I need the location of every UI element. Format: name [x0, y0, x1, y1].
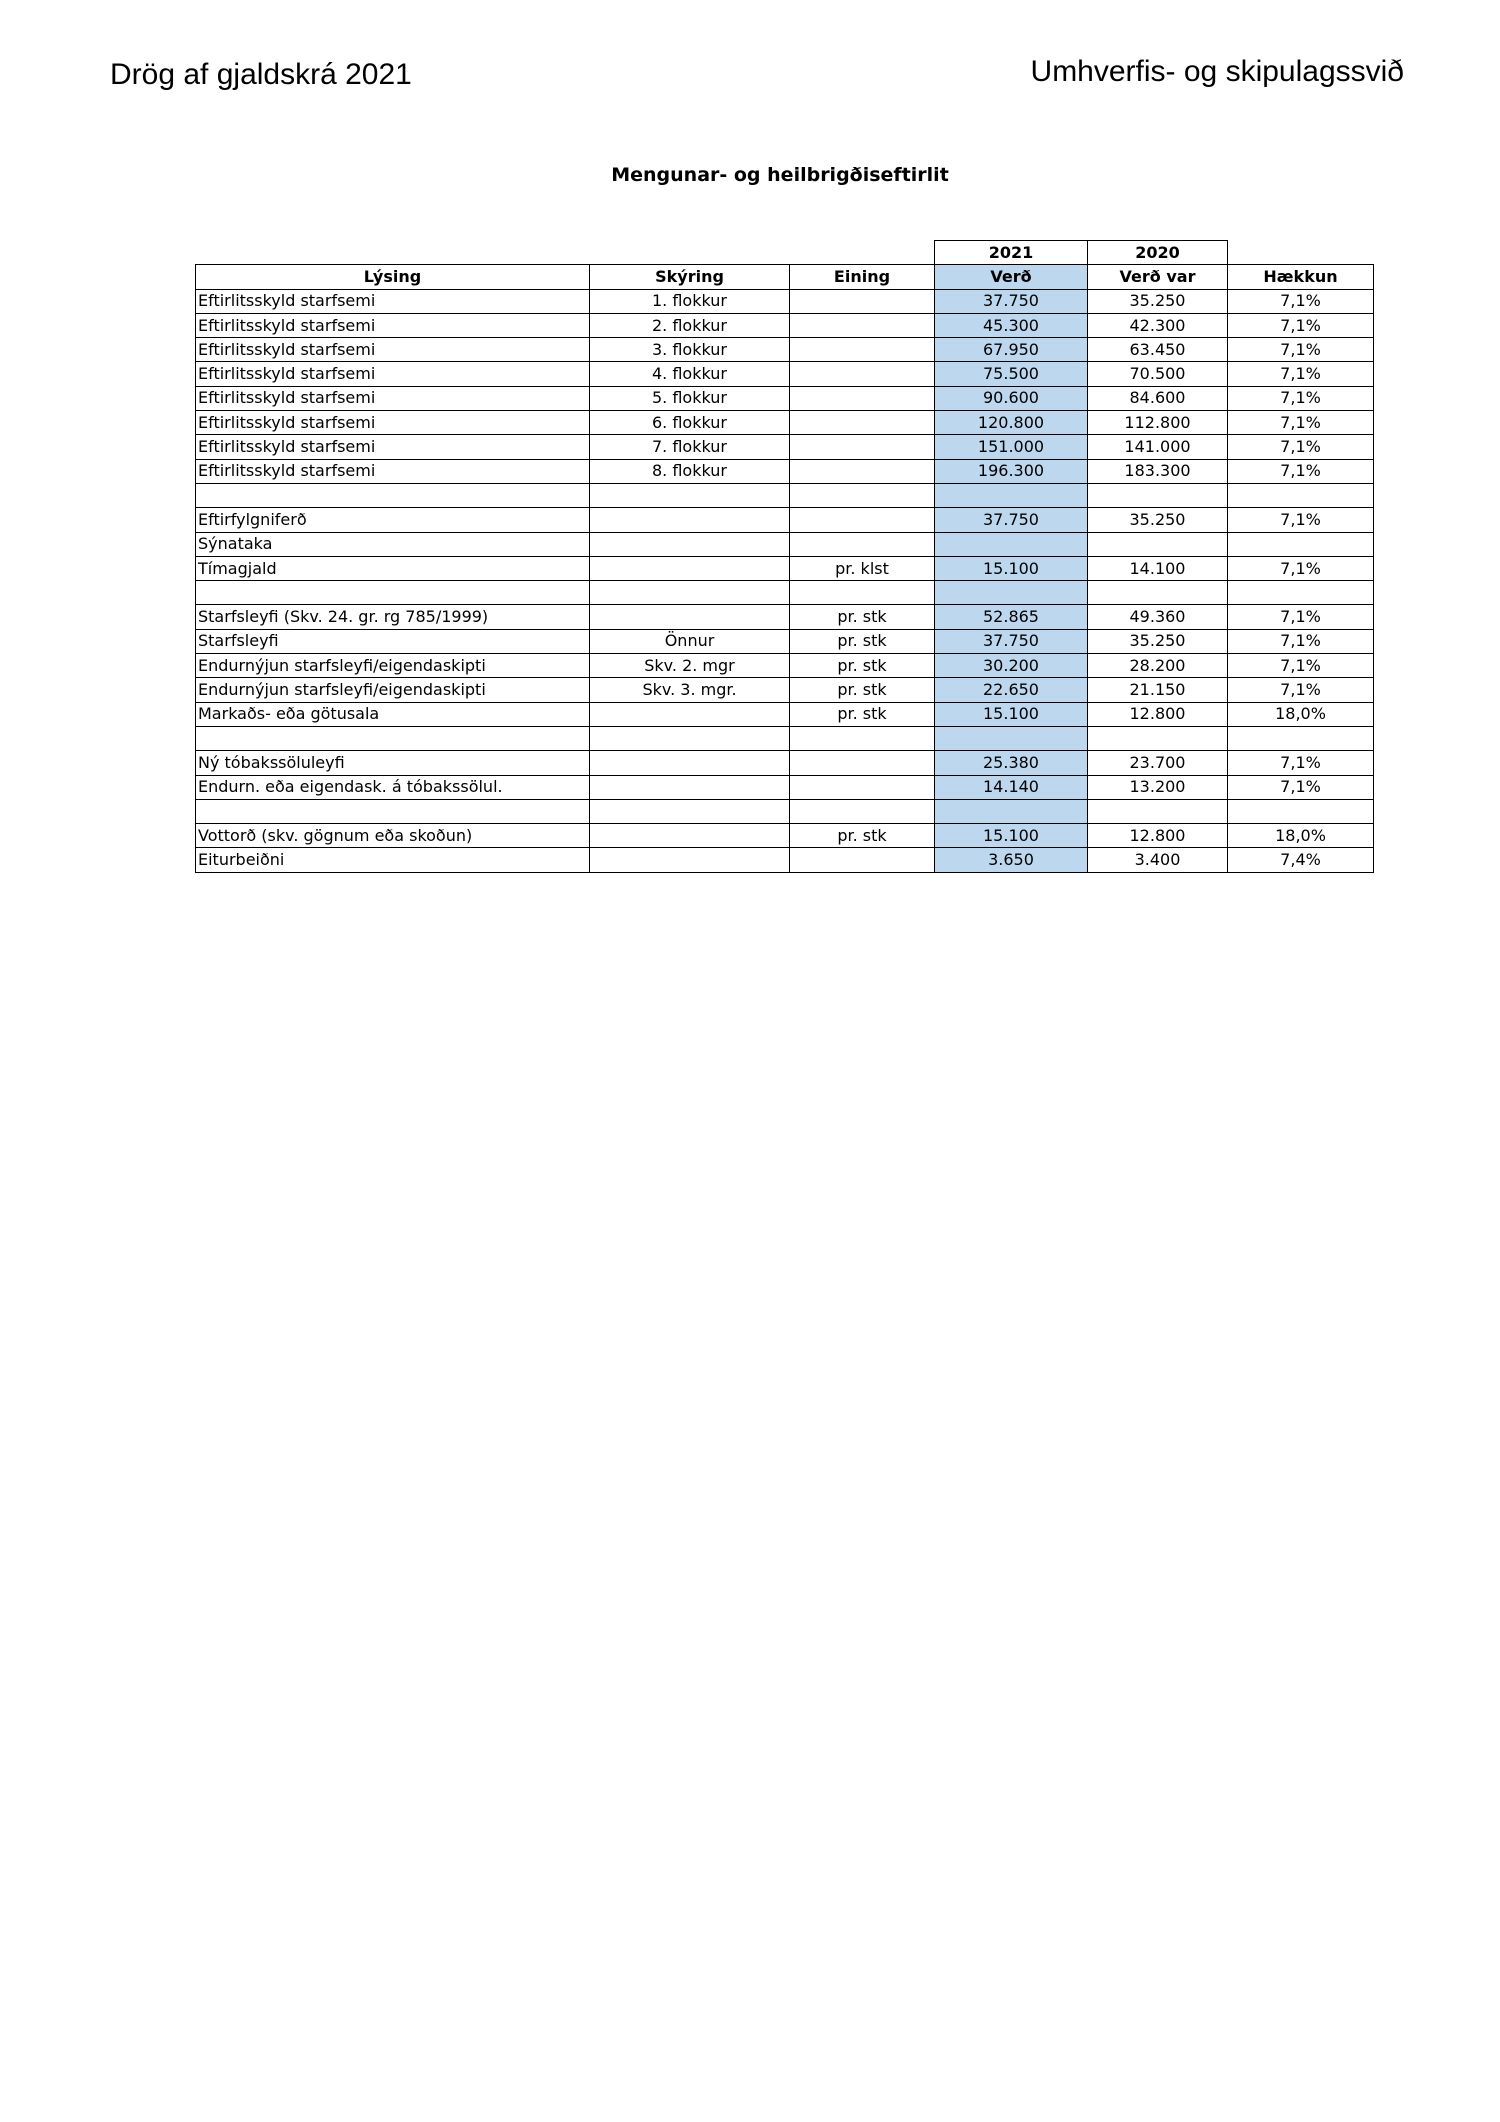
cell-lysing: Eftirlitsskyld starfsemi [196, 386, 590, 410]
cell-lysing: Endurnýjun starfsleyfi/eigendaskipti [196, 654, 590, 678]
cell-verd: 3.650 [935, 848, 1088, 872]
cell-skyring [590, 483, 790, 507]
cell-verd: 151.000 [935, 435, 1088, 459]
table-row [196, 338, 1374, 362]
cell-verd: 75.500 [935, 362, 1088, 386]
cell-haekkun: 7,1% [1228, 411, 1374, 435]
cell-verd-var: 21.150 [1088, 678, 1228, 702]
cell-skyring: 6. flokkur [590, 411, 790, 435]
cell-haekkun: 18,0% [1228, 824, 1374, 848]
cell-eining: pr. stk [790, 629, 935, 653]
cell-verd-var: 35.250 [1088, 289, 1228, 313]
cell-eining [790, 508, 935, 532]
cell-lysing [196, 726, 590, 750]
table-row [196, 556, 1374, 580]
cell-lysing: Starfsleyfi (Skv. 24. gr. rg 785/1999) [196, 605, 590, 629]
table-row [196, 508, 1374, 532]
cell-verd-var: 141.000 [1088, 435, 1228, 459]
cell-verd-var: 28.200 [1088, 654, 1228, 678]
cell-verd: 15.100 [935, 556, 1088, 580]
cell-skyring: 5. flokkur [590, 386, 790, 410]
cell-lysing: Eftirlitsskyld starfsemi [196, 289, 590, 313]
cell-skyring [590, 824, 790, 848]
cell-verd-var [1088, 799, 1228, 823]
cell-verd-var: 42.300 [1088, 313, 1228, 337]
cell-eining [790, 799, 935, 823]
cell-haekkun: 7,1% [1228, 678, 1374, 702]
cell-haekkun: 7,1% [1228, 435, 1374, 459]
cell-skyring: 8. flokkur [590, 459, 790, 483]
cell-lysing [196, 581, 590, 605]
cell-haekkun: 18,0% [1228, 702, 1374, 726]
cell-verd: 120.800 [935, 411, 1088, 435]
table-row [196, 411, 1374, 435]
cell-haekkun [1228, 799, 1374, 823]
page-title: Mengunar- og heilbrigðiseftirlit [611, 164, 949, 186]
cell-lysing: Eftirlitsskyld starfsemi [196, 362, 590, 386]
cell-skyring [590, 581, 790, 605]
cell-skyring [590, 848, 790, 872]
table-row [196, 386, 1374, 410]
cell-verd: 37.750 [935, 508, 1088, 532]
cell-verd: 52.865 [935, 605, 1088, 629]
cell-lysing: Markaðs- eða götusala [196, 702, 590, 726]
cell-verd: 14.140 [935, 775, 1088, 799]
cell-haekkun [1228, 581, 1374, 605]
cell-haekkun: 7,1% [1228, 313, 1374, 337]
cell-haekkun [1228, 532, 1374, 556]
cell-skyring [590, 556, 790, 580]
cell-verd: 25.380 [935, 751, 1088, 775]
cell-eining [790, 751, 935, 775]
cell-verd-var: 12.800 [1088, 824, 1228, 848]
cell-skyring: 7. flokkur [590, 435, 790, 459]
cell-verd: 15.100 [935, 702, 1088, 726]
cell-eining [790, 483, 935, 507]
col-header-lysing: Lýsing [196, 265, 590, 289]
cell-verd-var: 84.600 [1088, 386, 1228, 410]
cell-eining [790, 411, 935, 435]
table-row [196, 799, 1374, 823]
cell-eining [790, 775, 935, 799]
cell-verd-var [1088, 532, 1228, 556]
cell-skyring: Önnur [590, 629, 790, 653]
cell-verd: 37.750 [935, 629, 1088, 653]
cell-verd [935, 726, 1088, 750]
cell-lysing: Eftirlitsskyld starfsemi [196, 338, 590, 362]
cell-verd [935, 532, 1088, 556]
cell-verd-var: 183.300 [1088, 459, 1228, 483]
cell-verd: 196.300 [935, 459, 1088, 483]
table-row [196, 362, 1374, 386]
cell-verd: 90.600 [935, 386, 1088, 410]
cell-eining: pr. klst [790, 556, 935, 580]
header-department: Umhverfis- og skipulagssvið [1030, 55, 1404, 88]
table-row [196, 775, 1374, 799]
header-row [196, 265, 1374, 289]
table-row [196, 313, 1374, 337]
cell-eining [790, 362, 935, 386]
cell-verd-var: 3.400 [1088, 848, 1228, 872]
cell-skyring [590, 702, 790, 726]
cell-verd-var: 23.700 [1088, 751, 1228, 775]
table-row [196, 726, 1374, 750]
table-row [196, 605, 1374, 629]
table-row [196, 678, 1374, 702]
table-row [196, 848, 1374, 872]
year-row [196, 241, 1374, 265]
cell-verd [935, 581, 1088, 605]
cell-lysing: Ný tóbakssöluleyfi [196, 751, 590, 775]
cell-eining [790, 726, 935, 750]
cell-eining [790, 532, 935, 556]
cell-haekkun: 7,1% [1228, 338, 1374, 362]
cell-verd [935, 799, 1088, 823]
year-previous: 2020 [1088, 241, 1228, 265]
cell-verd-var: 13.200 [1088, 775, 1228, 799]
col-header-verd-var: Verð var [1088, 265, 1228, 289]
cell-skyring: Skv. 3. mgr. [590, 678, 790, 702]
col-header-skyring: Skýring [590, 265, 790, 289]
cell-haekkun: 7,1% [1228, 751, 1374, 775]
cell-eining [790, 289, 935, 313]
cell-haekkun: 7,1% [1228, 556, 1374, 580]
cell-verd-var [1088, 581, 1228, 605]
cell-eining [790, 338, 935, 362]
col-header-haekkun: Hækkun [1228, 265, 1374, 289]
cell-skyring [590, 775, 790, 799]
cell-lysing: Endurn. eða eigendask. á tóbakssölul. [196, 775, 590, 799]
cell-lysing: Eftirlitsskyld starfsemi [196, 435, 590, 459]
table-row [196, 824, 1374, 848]
cell-verd [935, 483, 1088, 507]
cell-skyring [590, 726, 790, 750]
cell-haekkun: 7,1% [1228, 362, 1374, 386]
cell-eining [790, 848, 935, 872]
cell-eining: pr. stk [790, 654, 935, 678]
fee-table [195, 240, 1374, 873]
cell-skyring [590, 605, 790, 629]
cell-verd-var: 63.450 [1088, 338, 1228, 362]
header-left-title: Drög af gjaldskrá 2021 [110, 58, 412, 91]
cell-skyring: 3. flokkur [590, 338, 790, 362]
col-header-verd: Verð [935, 265, 1088, 289]
cell-verd: 45.300 [935, 313, 1088, 337]
table-row [196, 654, 1374, 678]
cell-haekkun: 7,1% [1228, 775, 1374, 799]
table-row [196, 532, 1374, 556]
table-row [196, 459, 1374, 483]
cell-verd-var: 14.100 [1088, 556, 1228, 580]
cell-eining [790, 459, 935, 483]
cell-skyring: 2. flokkur [590, 313, 790, 337]
cell-eining [790, 313, 935, 337]
cell-lysing: Eftirlitsskyld starfsemi [196, 313, 590, 337]
cell-lysing: Sýnataka [196, 532, 590, 556]
cell-haekkun [1228, 726, 1374, 750]
cell-skyring [590, 532, 790, 556]
cell-skyring [590, 751, 790, 775]
cell-verd-var: 12.800 [1088, 702, 1228, 726]
cell-verd-var: 35.250 [1088, 508, 1228, 532]
cell-verd-var: 49.360 [1088, 605, 1228, 629]
cell-haekkun: 7,4% [1228, 848, 1374, 872]
cell-haekkun: 7,1% [1228, 605, 1374, 629]
cell-lysing: Eftirfylgniferð [196, 508, 590, 532]
cell-eining: pr. stk [790, 824, 935, 848]
cell-lysing: Tímagjald [196, 556, 590, 580]
cell-verd-var [1088, 483, 1228, 507]
cell-eining: pr. stk [790, 605, 935, 629]
cell-verd-var: 35.250 [1088, 629, 1228, 653]
year-current: 2021 [935, 241, 1088, 265]
cell-eining [790, 581, 935, 605]
cell-verd: 37.750 [935, 289, 1088, 313]
cell-skyring [590, 508, 790, 532]
cell-eining: pr. stk [790, 678, 935, 702]
table-row [196, 483, 1374, 507]
cell-verd: 22.650 [935, 678, 1088, 702]
cell-haekkun: 7,1% [1228, 289, 1374, 313]
cell-verd-var [1088, 726, 1228, 750]
cell-lysing: Endurnýjun starfsleyfi/eigendaskipti [196, 678, 590, 702]
cell-lysing: Eiturbeiðni [196, 848, 590, 872]
table-row [196, 581, 1374, 605]
cell-lysing: Eftirlitsskyld starfsemi [196, 459, 590, 483]
cell-eining [790, 435, 935, 459]
cell-lysing [196, 799, 590, 823]
table-row [196, 751, 1374, 775]
cell-verd-var: 112.800 [1088, 411, 1228, 435]
cell-lysing [196, 483, 590, 507]
cell-verd: 67.950 [935, 338, 1088, 362]
cell-eining: pr. stk [790, 702, 935, 726]
cell-skyring [590, 799, 790, 823]
cell-eining [790, 386, 935, 410]
cell-verd: 15.100 [935, 824, 1088, 848]
table-row [196, 289, 1374, 313]
cell-haekkun: 7,1% [1228, 654, 1374, 678]
table-row [196, 702, 1374, 726]
cell-haekkun: 7,1% [1228, 386, 1374, 410]
cell-verd-var: 70.500 [1088, 362, 1228, 386]
cell-haekkun: 7,1% [1228, 508, 1374, 532]
cell-haekkun [1228, 483, 1374, 507]
table-row [196, 435, 1374, 459]
cell-skyring: 4. flokkur [590, 362, 790, 386]
cell-haekkun: 7,1% [1228, 629, 1374, 653]
cell-haekkun: 7,1% [1228, 459, 1374, 483]
cell-skyring: Skv. 2. mgr [590, 654, 790, 678]
cell-lysing: Eftirlitsskyld starfsemi [196, 411, 590, 435]
table-row [196, 629, 1374, 653]
col-header-eining: Eining [790, 265, 935, 289]
cell-verd: 30.200 [935, 654, 1088, 678]
cell-lysing: Starfsleyfi [196, 629, 590, 653]
cell-lysing: Vottorð (skv. gögnum eða skoðun) [196, 824, 590, 848]
cell-skyring: 1. flokkur [590, 289, 790, 313]
